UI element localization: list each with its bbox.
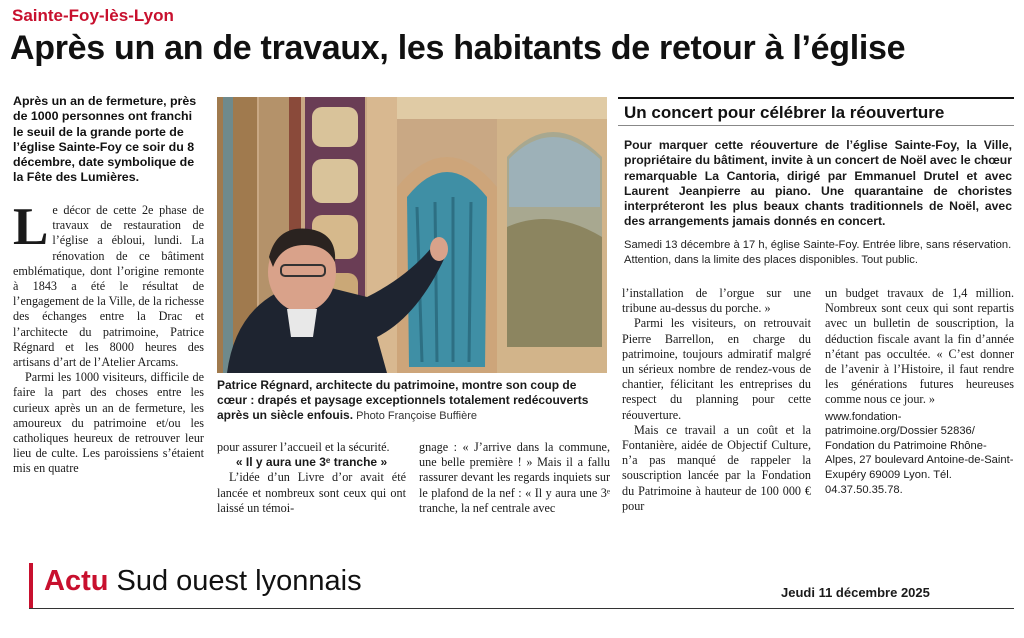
footer-section-title xyxy=(44,561,362,601)
column-1 xyxy=(13,198,204,477)
footer-accent-bar xyxy=(29,563,33,609)
col3-paragraph-1: gnage : « J’arrive dans la commune, une belle première ! » Mais il a fallu rassurer devant les regards inquiets sur le plafond de la nef : « Il y aura une 3ᵉ tranche, la nef centrale avec xyxy=(419,440,610,515)
column-5 xyxy=(825,286,1014,497)
kicker-location: Sainte-Foy-lès-Lyon xyxy=(12,6,174,25)
col4-paragraph-2: Parmi les visiteurs, on retrouvait Pierre Barrellon, en charge du patrimoine, toujours admiratif malgré un sérieux nombre de rendez-vous de chantier, félicitant les entreprises du respect du planning pour cette réouverture. xyxy=(622,316,811,422)
contact-info: www.fondation-patrimoine.org/Dossier 52836/ Fondation du Patrimoine Rhône-Alpes, 27 boulevard Antoine-de-Saint-Exupéry 69009 Lyon. Tél. 04.37.50.35.78. xyxy=(825,410,1014,496)
issue-date: Jeudi 11 décembre 2025 xyxy=(781,585,930,600)
box-title-rule xyxy=(618,125,1014,126)
column-4 xyxy=(622,286,811,514)
col5-paragraph-1: un budget travaux de 1,4 million. Nombreux sont ceux qui sont repartis avec un bulletin de souscription, la déduction fiscale avant la fin d’année n’étant pas occultée. « C’est donner de l’avenir à l’Histoire, il faut rendre les générations futures heureuses comme nous ce jour. » xyxy=(825,286,1014,407)
intertitle: « Il y aura une 3ᵉ tranche » xyxy=(235,455,388,470)
box-top-rule xyxy=(618,97,1014,99)
col2-paragraph-2: L’idée d’un Livre d’or avait été lancée et nombreux sont ceux qui ont laissé un témoi- xyxy=(217,470,406,515)
column-3 xyxy=(419,440,610,516)
article-headline: Après un an de travaux, les habitants de retour à l’église xyxy=(10,29,906,67)
caption-text: Patrice Régnard, architecte du patrimoine, montre son coup de cœur : drapés et paysage exceptionnels totalement redécouverts après un siècle enfouis. xyxy=(217,378,589,423)
col4-paragraph-3: Mais ce travail a un coût et la Fontanière, aidée de Objectif Culture, n’a pas manqué de rappeler la souscription lancée par la Fondation du Patrimoine à hauteur de 100 000 € pour xyxy=(622,422,811,513)
box-text: Pour marquer cette réouverture de l’église Sainte-Foy, la Ville, propriétaire du bâtiment, invite à un concert de Noël avec le chœur remarquable La Cantoria, dirigé par Emmanuel Drutel et avec Laurent Jeanpierre au piano. Une quarantaine de choristes interpréteront les plus beaux chants traditionnels de Noël, avec des arrangements jamais donnés en concert. xyxy=(624,138,1012,229)
box-title: Un concert pour célébrer la réouverture xyxy=(624,103,945,122)
col1-paragraph-2: Parmi les 1000 visiteurs, difficile de faire la part des choses entre les curieux après un an de fermeture, les amoureux du patrimoine et/ou les catholiques heureux de retrouver leur lieu de culte. Les paroissiens s’étaient mis en quatre xyxy=(13,370,204,476)
region-name: Sud ouest lyonnais xyxy=(116,565,362,597)
article-lead: Après un an de fermeture, près de 1000 personnes ont franchi le seuil de la grande porte de l’église Sainte-Foy ce soir du 8 décembre, date symbolique de la Fête des Lumières. xyxy=(13,94,197,185)
photo-caption xyxy=(217,378,609,425)
dropcap: L xyxy=(13,198,49,256)
col2-paragraph-1: pour assurer l’accueil et la sécurité. xyxy=(217,440,390,454)
col4-paragraph-1: l’installation de l’orgue sur une tribune au-dessus du porche. » xyxy=(622,286,811,316)
column-2 xyxy=(217,440,406,516)
photo-credit: Photo Françoise Buffière xyxy=(356,410,477,423)
box-practical-info: Samedi 13 décembre à 17 h, église Sainte-Foy. Entrée libre, sans réservation. Attention, dans la limite des places disponibles. Tout public. xyxy=(624,239,1012,266)
concert-box xyxy=(618,97,1014,271)
col1-paragraph-1: e décor de cette 2e phase de travaux de restauration de l’église a ébloui, lundi. La rénovation de ce bâtiment emblématique, dont l’origine remonte à 1843 a été le résultat de l’engagement de la Ville, de la richesse des échanges entre la Drac et l’architecte du patrimoine, Patrice Régnard et les 8000 heures des artisans d’art de l’Atelier Arcams. xyxy=(13,203,204,370)
footer-rule xyxy=(29,608,1014,609)
church-photo xyxy=(217,97,607,373)
section-name: Actu xyxy=(44,565,109,597)
